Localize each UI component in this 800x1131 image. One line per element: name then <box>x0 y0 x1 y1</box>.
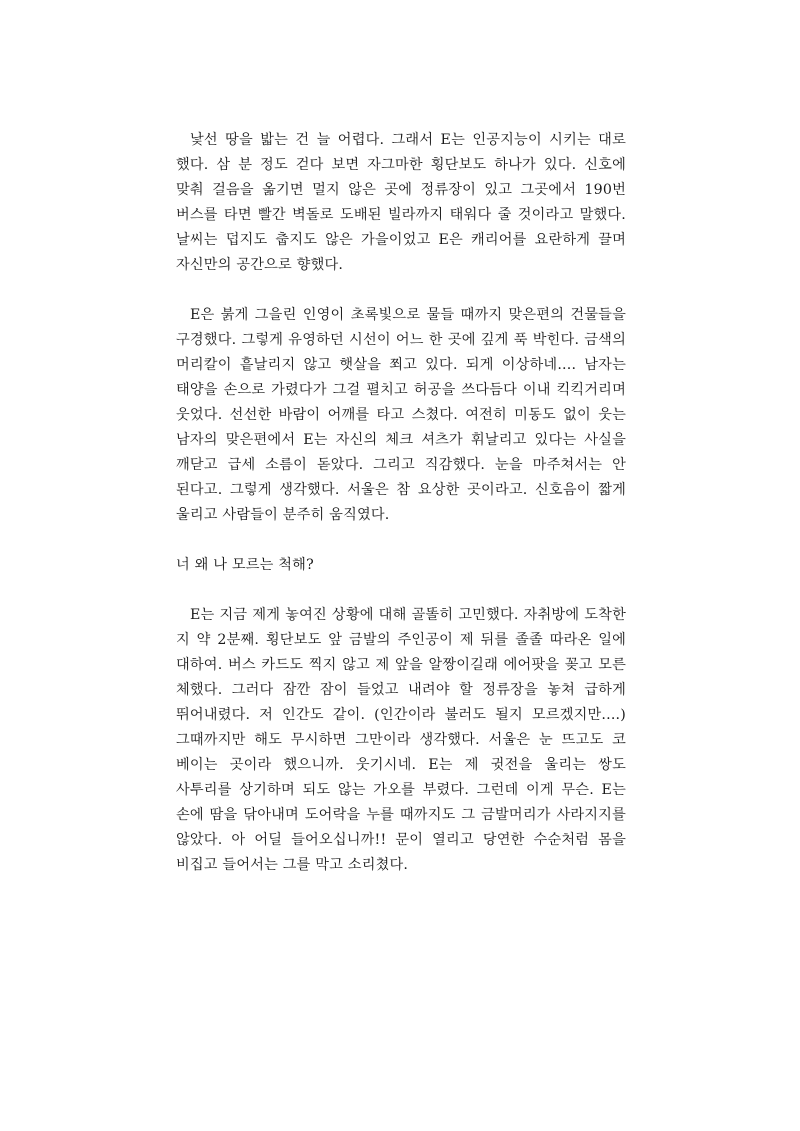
paragraph-2: E은 붉게 그을린 인영이 초록빛으로 물들 때까지 맞은편의 건물들을 구경했다. 그렇게 유영하던 시선이 어느 한 곳에 깊게 푹 박힌다. 금색의 머리칼이 흩날리지 않고 햇살을 쬐고 있다. 되게 이상하네.... 남자는 태양을 손으로 가렸다가 그걸 펼치고 허공을 쓰다듬다 이내 킥킥거리며 웃었다. 선선한 바람이 어깨를 타고 스쳤다. 여전히 미동도 없이 웃는 남자의 맞은편에서 E는 자신의 체크 셔츠가 휘날리고 있다는 사실을 깨닫고 급세 소름이 돋았다. 그리고 직감했다. 눈을 마주쳐서는 안 된다고. 그렇게 생각했다. 서울은 참 요상한 곳이라고. 신호음이 짧게 울리고 사람들이 분주히 움직였다. <box>176 307 626 523</box>
paragraph-1: 낯선 땅을 밟는 건 늘 어렵다. 그래서 E는 인공지능이 시키는 대로 했다. 삼 분 정도 걷다 보면 자그마한 횡단보도 하나가 있다. 신호에 맞춰 걸음을 옮기면 멀지 않은 곳에 정류장이 있고 그곳에서 190번 버스를 타면 빨간 벽돌로 도배된 빌라까지 태워다 줄 것이라고 말했다. 날씨는 덥지도 춥지도 않은 가을이었고 E은 캐리어를 요란하게 끌며 자신만의 공간으로 향했다. <box>176 132 626 273</box>
dialogue-line: 너 왜 나 모르는 척해? <box>176 557 314 573</box>
paragraph-3: E는 지금 제게 놓여진 상황에 대해 골똘히 고민했다. 자취방에 도착한 지 약 2분째. 횡단보도 앞 금발의 주인공이 제 뒤를 졸졸 따라온 일에 대하여. 버스 카드도 찍지 않고 제 앞을 알짱이길래 에어팟을 꽂고 모른 체했다. 그러다 잠깐 잠이 들었고 내려야 할 정류장을 놓쳐 급하게 뛰어내렸다. 저 인간도 같이. (인간이라 불러도 될지 모르겠지만....) 그때까지만 해도 무시하면 그만이라 생각했다. 서울은 눈 뜨고도 코 베이는 곳이라 했으니까. 웃기시네. E는 제 귓전을 울리는 쌍도 사투리를 상기하며 되도 않는 가오를 부렸다. 그런데 이게 무슨. E는 손에 땀을 닦아내며 도어락을 누를 때까지도 그 금발머리가 사라지지를 않았다. 아 어딜 들어오십니까!! 문이 열리고 당연한 수순처럼 몸을 비집고 들어서는 그를 막고 소리쳤다. <box>176 607 626 873</box>
body-text <box>176 128 626 903</box>
